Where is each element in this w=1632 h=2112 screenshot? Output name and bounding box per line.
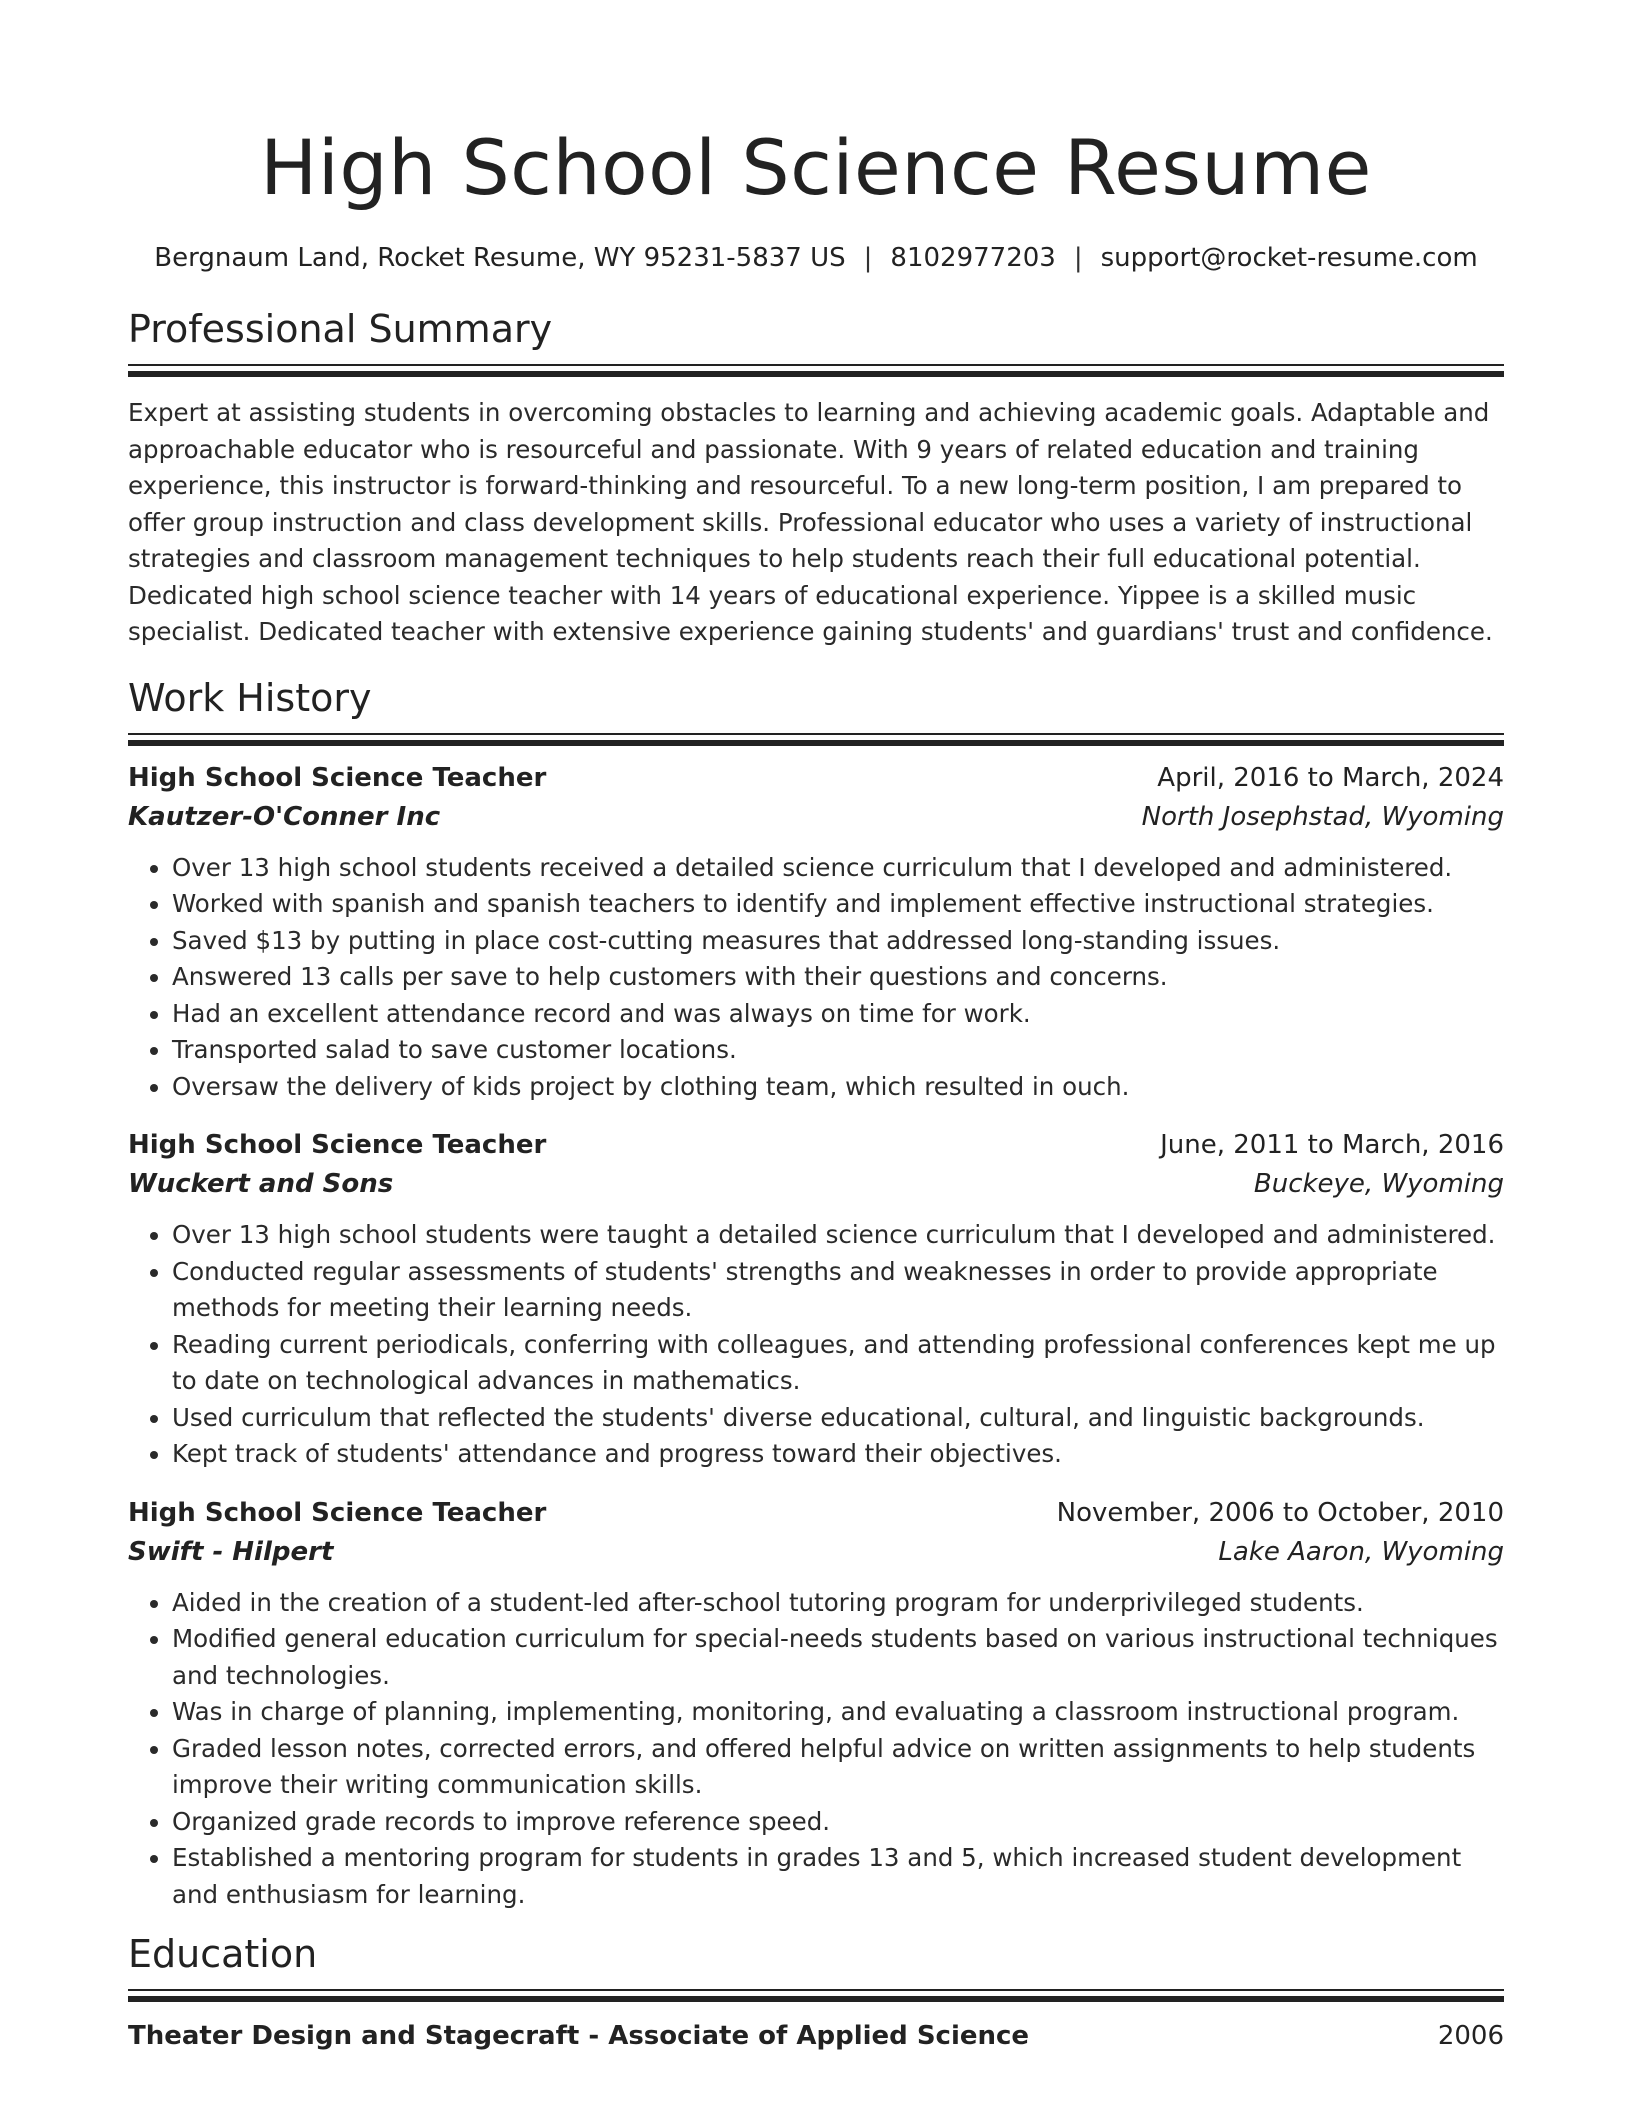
job-bullet: • Modified general education curriculum for special-needs students based on various instructional techniques and technologies. — [172, 1621, 1504, 1694]
resume-page — [128, 0, 1504, 2056]
contact-line — [128, 238, 1504, 278]
contact-separator: | — [1073, 243, 1083, 273]
job-company: Kautzer-O'Conner Inc — [128, 801, 441, 832]
education-section — [128, 1929, 1504, 2056]
job-title: High School Science Teacher — [128, 762, 547, 793]
education-heading: Education — [128, 1932, 318, 1976]
job-dates: June, 2011 to March, 2016 — [1160, 1130, 1504, 1160]
work-history-section — [128, 673, 1504, 1914]
job-bullet: • Answered 13 calls per save to help customers with their questions and concerns. — [172, 959, 1504, 996]
job-bullet: • Conducted regular assessments of students' strengths and weaknesses in order to provide appropriate methods for meeting their learning needs. — [172, 1254, 1504, 1327]
summary-section — [128, 304, 1504, 651]
job-title: High School Science Teacher — [128, 1130, 547, 1160]
contact-separator: | — [863, 243, 873, 273]
job-dates: November, 2006 to October, 2010 — [1056, 1497, 1504, 1528]
job-company: Wuckert and Sons — [128, 1169, 394, 1199]
section-divider — [128, 1989, 1504, 2002]
job-bullets — [128, 1217, 1504, 1473]
job-location: North Josephstad, Wyoming — [1141, 801, 1504, 832]
job-entry — [128, 1125, 1504, 1473]
job-bullet: • Reading current periodicals, conferring with colleagues, and attending professional conferences kept me up to date on technological advances in mathematics. — [172, 1327, 1504, 1400]
section-divider — [128, 733, 1504, 746]
contact-phone: 8102977203 — [890, 243, 1056, 273]
job-bullet: • Over 13 high school students received a detailed science curriculum that I developed and administered. — [172, 850, 1504, 887]
job-bullet: • Graded lesson notes, corrected errors, and offered helpful advice on written assignments to help students improve their writing communication skills. — [172, 1731, 1504, 1804]
job-company: Swift - Hilpert — [128, 1536, 334, 1567]
job-bullets — [128, 1585, 1504, 1914]
resume-title: High School Science Resume — [260, 123, 1372, 212]
job-bullet: • Organized grade records to improve reference speed. — [172, 1804, 1504, 1841]
job-bullet: • Saved $13 by putting in place cost-cutting measures that addressed long-standing issues. — [172, 923, 1504, 960]
section-divider — [128, 364, 1504, 377]
job-bullet: • Was in charge of planning, implementing, monitoring, and evaluating a classroom instructional program. — [172, 1694, 1504, 1731]
job-bullet: • Aided in the creation of a student-led after-school tutoring program for underprivileged students. — [172, 1585, 1504, 1622]
contact-address: Bergnaum Land, Rocket Resume, WY 95231-5837 US — [154, 243, 846, 273]
job-bullet: • Oversaw the delivery of kids project by clothing team, which resulted in ouch. — [172, 1069, 1504, 1106]
summary-heading: Professional Summary — [128, 307, 553, 351]
summary-text: Expert at assisting students in overcoming obstacles to learning and achieving academic goals. Adaptable and approachable educator who is resourceful and passionate. With 9 years of related education and training experience, this instructor is forward-thinking and resourceful. To a new long-term position, I am prepared to offer group instruction and class development skills. Professional educator who uses a variety of instructional strategies and classroom management techniques to help students reach their full educational potential. Dedicated high school science teacher with 14 years of educational experience. Yippee is a skilled music specialist. Dedicated teacher with extensive experience gaining students' and guardians' trust and confidence. — [128, 398, 1493, 646]
job-bullet: • Over 13 high school students were taught a detailed science curriculum that I developed and administered. — [172, 1217, 1504, 1254]
job-bullet: • Worked with spanish and spanish teachers to identify and implement effective instructional strategies. — [172, 886, 1504, 923]
job-location: Buckeye, Wyoming — [1253, 1169, 1504, 1199]
job-entry — [128, 1493, 1504, 1914]
job-bullets — [128, 850, 1504, 1106]
job-bullet: • Kept track of students' attendance and progress toward their objectives. — [172, 1436, 1504, 1473]
job-bullet: • Had an excellent attendance record and was always on time for work. — [172, 996, 1504, 1033]
education-year: 2006 — [1437, 2021, 1504, 2051]
job-location: Lake Aaron, Wyoming — [1218, 1536, 1504, 1567]
job-dates: April, 2016 to March, 2024 — [1157, 762, 1504, 793]
education-degree: Theater Design and Stagecraft - Associate of Applied Science — [128, 2021, 1030, 2051]
job-title: High School Science Teacher — [128, 1497, 547, 1528]
work-history-heading: Work History — [128, 675, 372, 720]
job-bullet: • Established a mentoring program for students in grades 13 and 5, which increased student development and enthusiasm for learning. — [172, 1840, 1504, 1913]
job-bullet: • Transported salad to save customer locations. — [172, 1032, 1504, 1069]
contact-email: support@rocket-resume.com — [1100, 243, 1478, 273]
job-entry — [128, 758, 1504, 1106]
education-entry — [128, 2016, 1504, 2056]
job-bullet: • Used curriculum that reflected the students' diverse educational, cultural, and linguistic backgrounds. — [172, 1400, 1504, 1437]
